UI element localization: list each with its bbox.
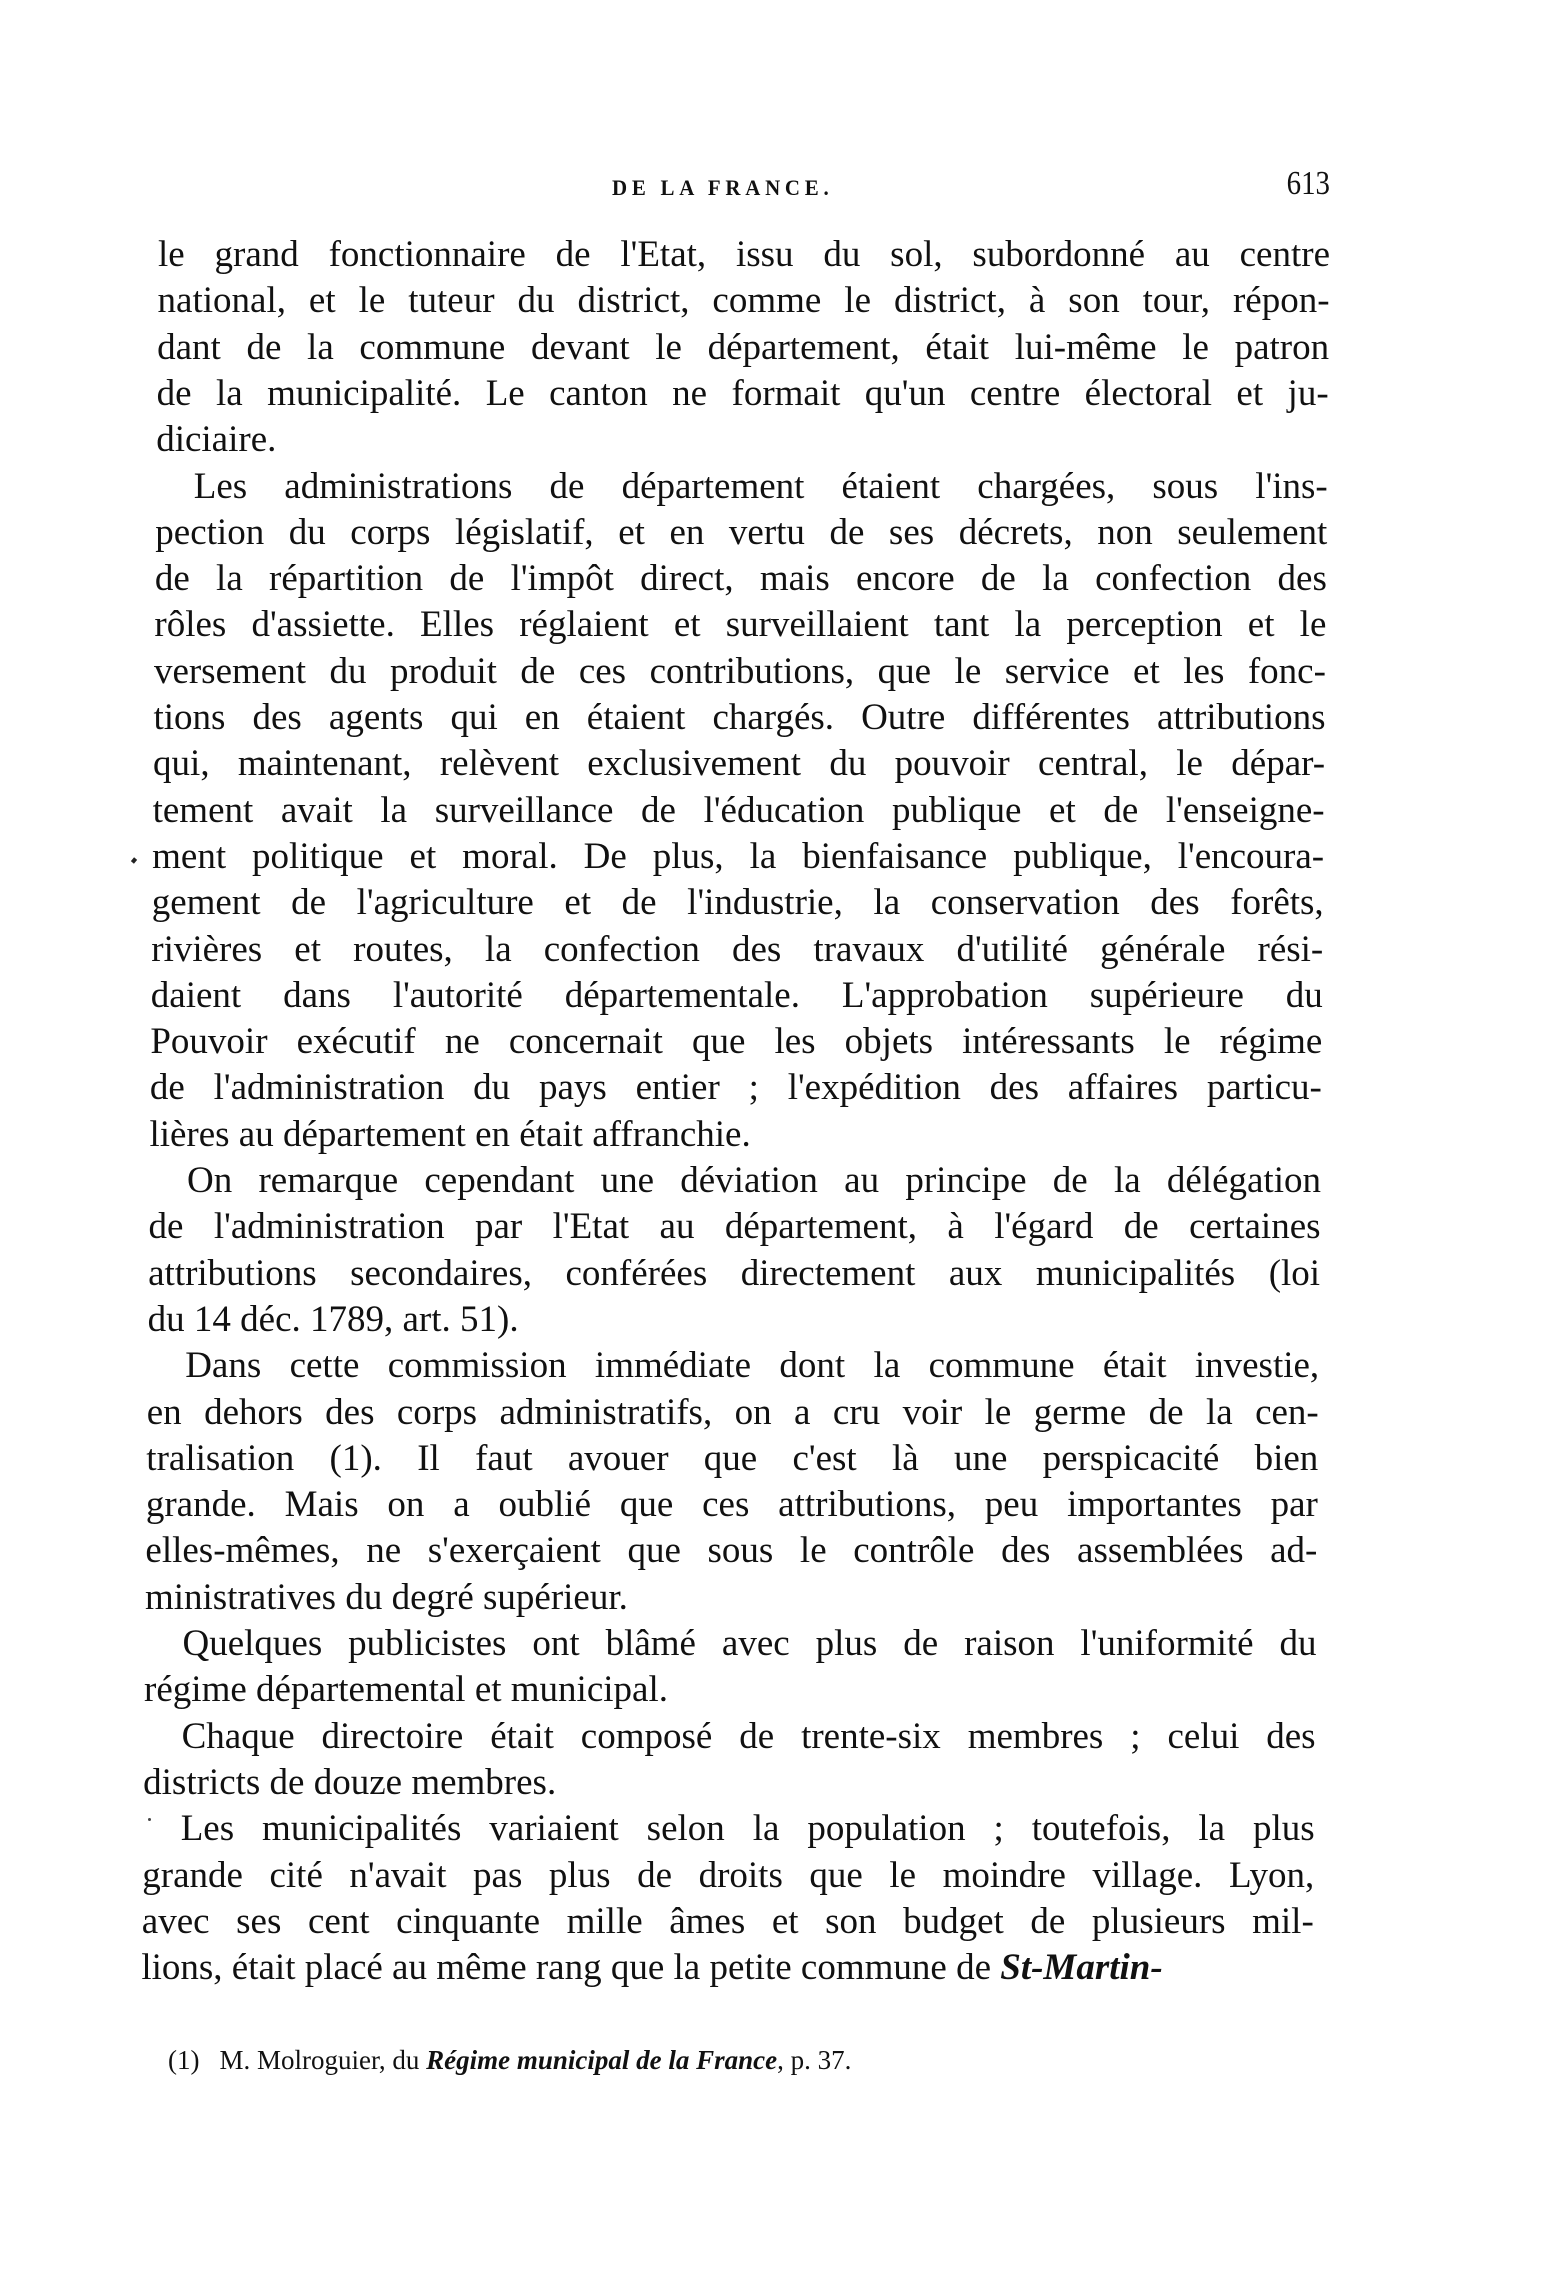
text-line: [154, 649, 1326, 695]
line-text: national, et le tuteur du district, comme le district, à son tour, répon-: [157, 280, 1330, 322]
line-text: rivières et routes, la confection des travaux d'utilité générale rési-: [151, 928, 1324, 970]
text-line: [149, 1112, 1321, 1158]
text-line: [141, 1945, 1295, 1991]
paragraph-first-line: [185, 1343, 1319, 1389]
text-line: [146, 1436, 1318, 1482]
text-line: [153, 788, 1325, 834]
text-line: [143, 1760, 1315, 1806]
line-text: gement de l'agriculture et de l'industrie, la conservation des forêts,: [151, 882, 1324, 924]
running-title: DE LA FRANCE.: [612, 175, 834, 200]
line-text: régime départemental et municipal.: [144, 1669, 668, 1711]
line-text: elles-mêmes, ne s'exerçaient que sous le contrôle des assemblées ad-: [145, 1530, 1318, 1572]
text-line: [150, 1019, 1322, 1065]
text-line: [151, 927, 1323, 973]
paragraph-first-line: [182, 1714, 1316, 1760]
text-line: [145, 1528, 1317, 1574]
place-name-italic: St-Martin-: [1000, 1947, 1163, 1989]
text-line: [157, 325, 1329, 371]
line-text: rôles d'assiette. Elles réglaient et surveillaient tant la perception et le: [154, 604, 1327, 646]
footnote-title: Régime municipal de la France: [426, 2045, 778, 2075]
footnote-marker: (1): [168, 2045, 200, 2075]
line-text: tement avait la surveillance de l'éducation publique et de l'enseigne-: [152, 789, 1325, 831]
line-text: attributions secondaires, conférées directement aux municipalités (loi: [148, 1252, 1321, 1294]
paragraph-first-line: [194, 464, 1328, 510]
line-text: Chaque directoire était composé de trente-six membres ; celui des: [181, 1715, 1316, 1757]
text-line: [147, 1390, 1319, 1436]
line-text: du 14 déc. 1789, art. 51).: [147, 1298, 519, 1340]
text-line: [148, 1297, 1320, 1343]
line-text: grande. Mais on a oublié que ces attributions, peu importantes par: [145, 1484, 1318, 1526]
line-text: lions, était placé au même rang que la petite commune de: [141, 1947, 1001, 1989]
line-text: Dans cette commission immédiate dont la commune était investie,: [185, 1345, 1320, 1387]
line-text: avec ses cent cinquante mille âmes et son budget de plusieurs mil-: [141, 1900, 1314, 1942]
line-text: pection du corps législatif, et en vertu de ses décrets, non seulement: [155, 511, 1328, 553]
scan-speck: [131, 857, 137, 863]
footnote-author: M. Molroguier, du: [219, 2045, 427, 2075]
line-text: tralisation (1). Il faut avouer que c'est là une perspicacité bien: [146, 1437, 1319, 1479]
text-line: [142, 1899, 1314, 1945]
line-text: ministratives du degré supérieur.: [144, 1576, 628, 1618]
text-line: [158, 278, 1330, 324]
paragraph-first-line: [183, 1621, 1317, 1667]
line-text: de l'administration par l'Etat au département, à l'égard de certaines: [148, 1206, 1321, 1248]
scan-speck: [148, 1818, 151, 1821]
line-text: lières au département en était affranchie.: [149, 1113, 751, 1155]
line-text: Les administrations de département étaient chargées, sous l'ins-: [193, 465, 1328, 507]
line-text: districts de douze membres.: [143, 1761, 557, 1803]
paragraph-first-line: [181, 1806, 1315, 1852]
line-text: ment politique et moral. De plus, la bienfaisance publique, l'encoura-: [152, 835, 1325, 877]
text-line: [146, 1482, 1318, 1528]
line-text: qui, maintenant, relèvent exclusivement du pouvoir central, le dépar-: [153, 743, 1326, 785]
text-line: [154, 695, 1326, 741]
line-text: grande cité n'avait pas plus de droits que le moindre village. Lyon,: [142, 1854, 1315, 1896]
footnote-page-ref: , p. 37.: [777, 2045, 852, 2075]
text-line: [156, 417, 1328, 463]
paragraph-first-line: [187, 1158, 1321, 1204]
text-line: [155, 556, 1327, 602]
line-text: le grand fonctionnaire de l'Etat, issu du sol, subordonné au centre: [158, 234, 1330, 275]
line-text: dant de la commune devant le département, était lui-même le patron: [157, 326, 1330, 368]
line-text: de la répartition de l'impôt direct, mais encore de la confection des: [154, 558, 1327, 600]
line-text: Quelques publicistes ont blâmé avec plus de raison l'uniformité du: [182, 1623, 1317, 1664]
line-text: diciaire.: [156, 419, 277, 461]
text-line: [145, 1575, 1317, 1621]
running-head: [160, 165, 1330, 208]
line-text: Les municipalités variaient selon la population ; toutefois, la plus: [180, 1808, 1315, 1850]
text-line: [149, 1204, 1321, 1250]
line-text: On remarque cependant une déviation au principe de la délégation: [187, 1160, 1321, 1201]
line-text: Pouvoir exécutif ne concernait que les objets intéressants le régime: [150, 1021, 1323, 1063]
text-line: [152, 834, 1324, 880]
line-text: de l'administration du pays entier ; l'expédition des affaires particu-: [149, 1067, 1322, 1109]
text-line: [150, 1065, 1322, 1111]
text-line: [158, 232, 1330, 278]
text-line: [157, 371, 1329, 417]
text-line: [148, 1251, 1320, 1297]
text-line: [152, 880, 1324, 926]
text-line: [155, 510, 1327, 556]
line-text: en dehors des corps administratifs, on a cru voir le germe de la cen-: [146, 1391, 1319, 1433]
footnote: [168, 2040, 851, 2080]
text-line: [153, 741, 1325, 787]
text-line: [154, 602, 1326, 648]
line-text: versement du produit de ces contributions, que le service et les fonc-: [153, 650, 1326, 692]
text-line: [151, 973, 1323, 1019]
line-text: daient dans l'autorité départementale. L'approbation supérieure du: [150, 974, 1323, 1016]
page-number: 613: [1286, 165, 1330, 202]
line-text: de la municipalité. Le canton ne formait qu'un centre électoral et ju-: [156, 372, 1329, 414]
line-text: tions des agents qui en étaient chargés. Outre différentes attributions: [153, 697, 1326, 738]
text-line: [142, 1853, 1314, 1899]
text-line: [144, 1667, 1316, 1713]
